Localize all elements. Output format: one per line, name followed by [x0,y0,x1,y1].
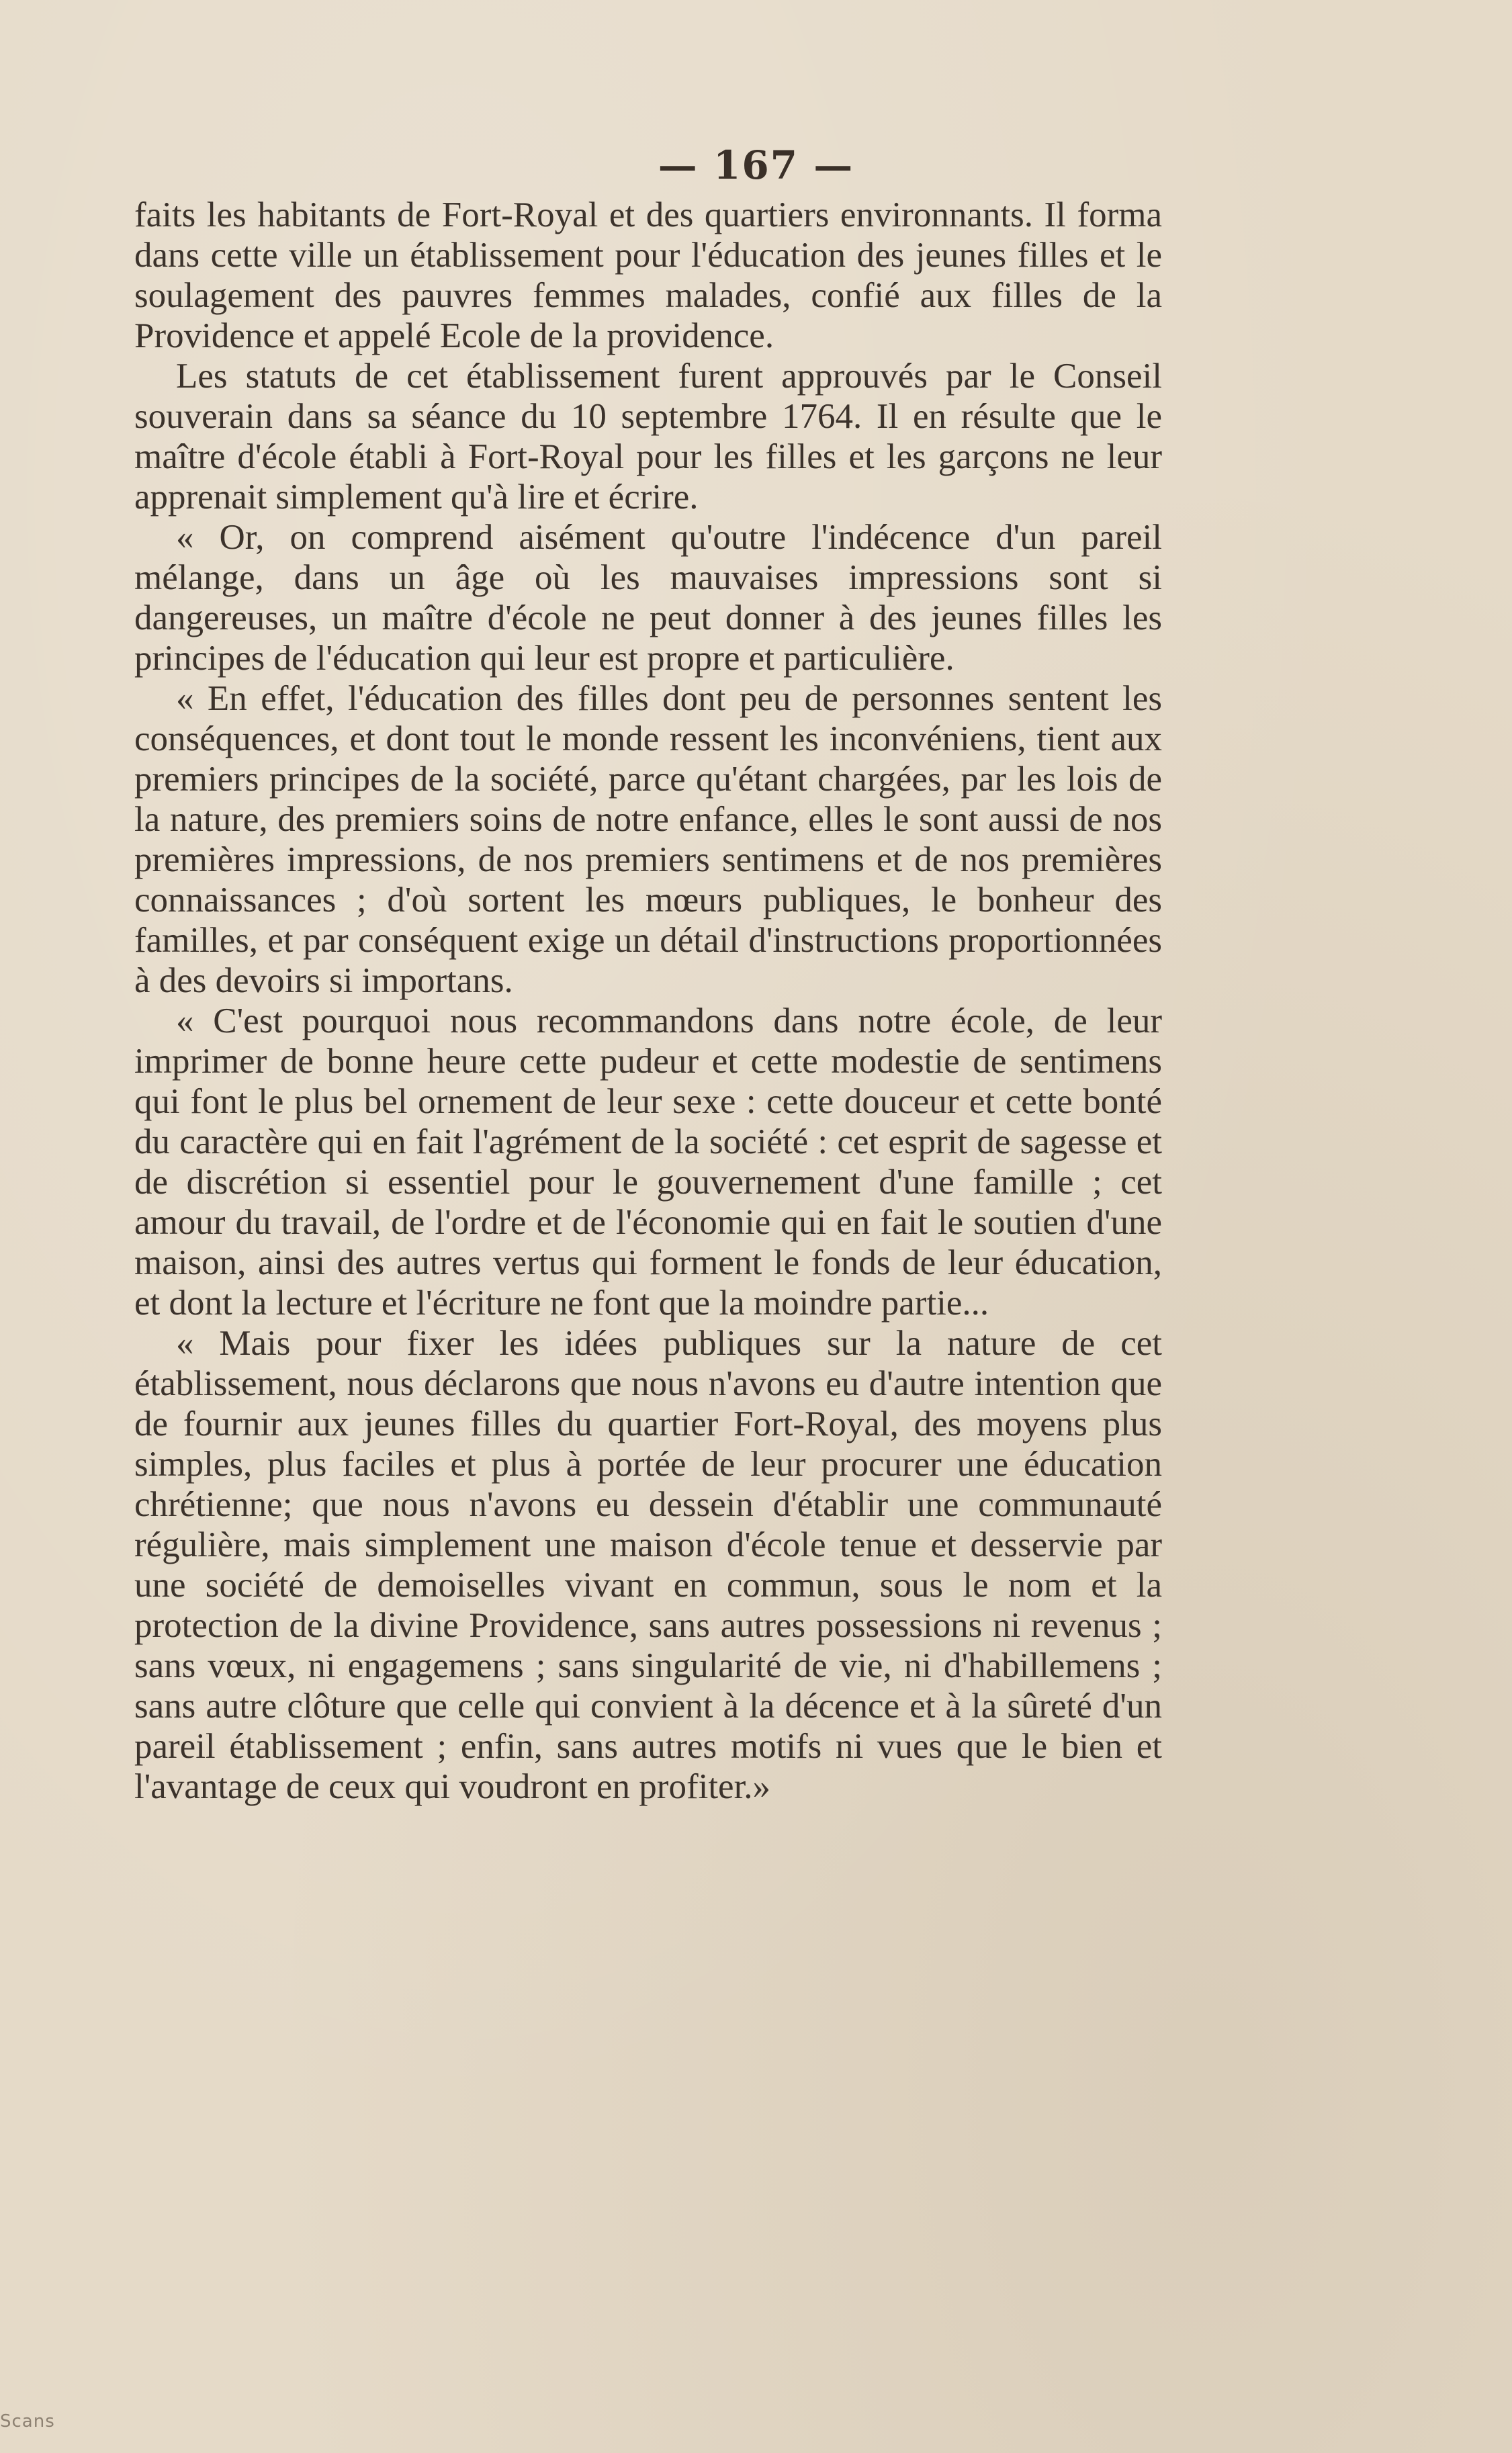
page-number: — 167 — [658,142,854,188]
paragraph-4: « En effet, l'éducation des filles dont peu de personnes sentent les conséquences, et dont tout le monde ressent les inconvéniens, tient aux premiers principes de la société, parce qu'étant chargées, par les lois de la nature, des premiers soins de notre enfance, elles le sont aussi de nos premières impressions, de nos premiers sentimens et de nos premières connaissances ; d'où sortent les mœurs publiques, le bonheur des familles, et par conséquent exige un détail d'instructions proportionnées à des devoirs si importans. [134,679,1162,1000]
body-text [134,195,1162,1807]
paragraph-5: « C'est pourquoi nous recommandons dans notre école, de leur imprimer de bonne heure cette pudeur et cette modestie de sentimens qui font le plus bel ornement de leur sexe : cette douceur et cette bonté du caractère qui en fait l'agrément de la société : cet esprit de sagesse et de discrétion si essentiel pour le gouvernement d'une famille ; cet amour du travail, de l'ordre et de l'économie qui en fait le soutien d'une maison, ainsi des autres vertus qui forment le fonds de leur éducation, et dont la lecture et l'écriture ne font que la moindre partie... [134,1001,1162,1323]
paragraph-3: « Or, on comprend aisément qu'outre l'indécence d'un pareil mélange, dans un âge où les mauvaises impressions sont si dangereuses, un maître d'école ne peut donner à des jeunes filles les principes de l'éducation qui leur est propre et particulière. [134,518,1162,678]
paragraph-1: faits les habitants de Fort-Royal et des quartiers environnants. Il forma dans cette ville un établissement pour l'éducation des jeunes filles et le soulagement des pauvres femmes malades, confié aux filles de la Providence et appelé Ecole de la providence. [134,195,1162,355]
paragraph-2: Les statuts de cet établissement furent approuvés par le Conseil souverain dans sa séance du 10 septembre 1764. Il en résulte que le maître d'école établi à Fort-Royal pour les filles et les garçons ne leur apprenait simplement qu'à lire et écrire. [134,357,1162,517]
paragraph-6: « Mais pour fixer les idées publiques sur la nature de cet établissement, nous déclarons que nous n'avons eu d'autre intention que de fournir aux jeunes filles du quartier Fort-Royal, des moyens plus simples, plus faciles et plus à portée de leur procurer une éducation chrétienne; que nous n'avons eu dessein d'établir une communauté régulière, mais simplement une maison d'école tenue et desservie par une société de demoiselles vivant en commun, sous le nom et la protection de la divine Providence, sans autres possessions ni revenus ; sans vœux, ni engagemens ; sans singularité de vie, ni d'habillemens ; sans autre clôture que celle qui convient à la décence et à la sûreté d'un pareil établissement ; enfin, sans autres motifs ni vues que le bien et l'avantage de ceux qui voudront en profiter.» [134,1324,1162,1806]
scan-watermark: Scans [0,2411,55,2432]
